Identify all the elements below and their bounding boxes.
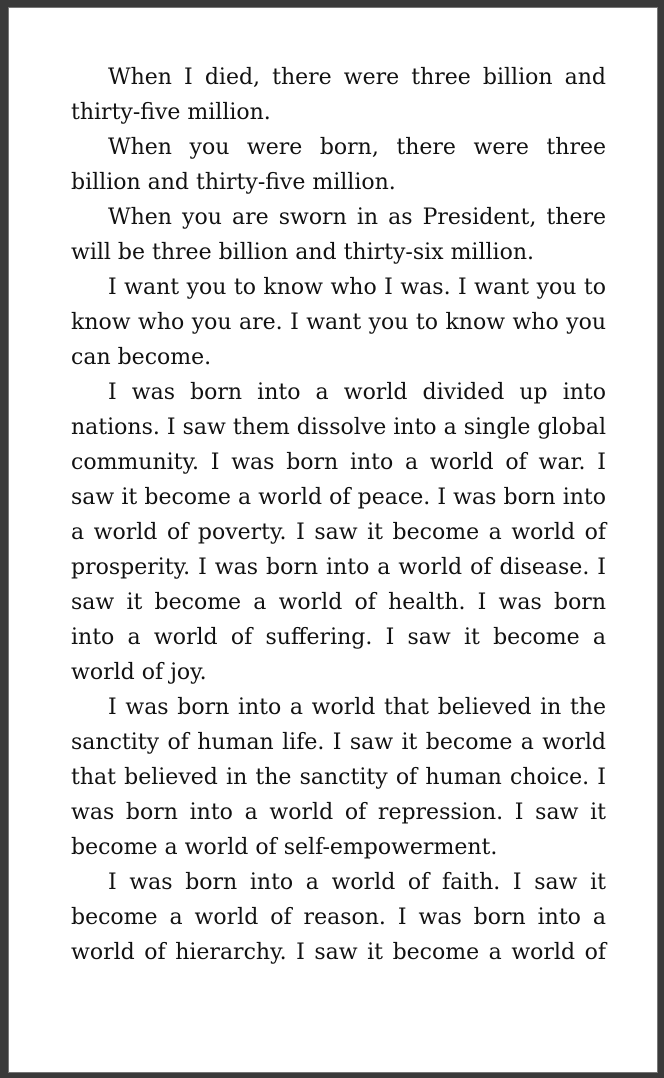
page-text [71,60,606,970]
paragraph-6: I was born into a world that believed in the sanctity of human life. I saw it become a world that believed in the sanctity of human choice. I was born into a world of repression. I saw it become a world of self-empowerment. [71,695,606,860]
paragraph-1: When I died, there were three billion and thirty-five million. [71,65,606,125]
paragraph-3: When you are sworn in as President, there will be three billion and thirty-six million. [71,205,606,265]
book-page [8,7,658,1073]
paragraph-2: When you were born, there were three billion and thirty-five million. [71,135,606,195]
paragraph-4: I want you to know who I was. I want you to know who you are. I want you to know who you can become. [71,275,606,370]
paragraph-5: I was born into a world divided up into nations. I saw them dissolve into a single global community. I was born into a world of war. I saw it become a world of peace. I was born into a world of poverty. I saw it become a world of prosperity. I was born into a world of disease. I saw it become a world of health. I was born into a world of suffering. I saw it become a world of joy. [71,380,606,685]
paragraph-7: I was born into a world of faith. I saw it become a world of reason. I was born into a world of hierarchy. I saw it become a world of [71,870,606,965]
